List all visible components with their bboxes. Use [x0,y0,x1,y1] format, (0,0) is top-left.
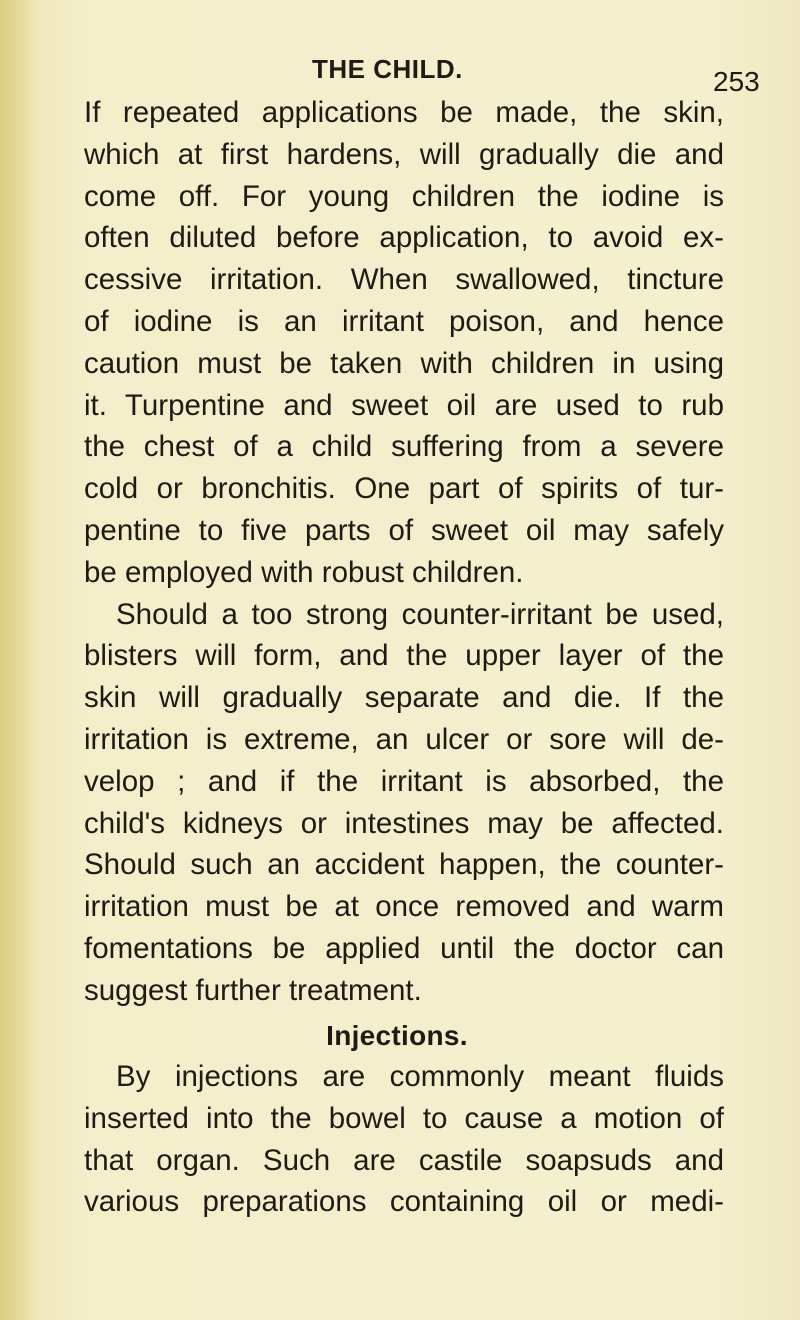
text-line: be employed with robust children. [84,555,524,589]
text-line: blisters will form, and the upper layer of the [84,639,724,673]
text-line: inserted into the bowel to cause a motion of [84,1101,724,1135]
page-number: 253 [713,66,760,97]
text-line: velop ; and if the irritant is absorbed, the [84,764,724,798]
text-line: skin will gradually separate and die. If the [84,681,724,715]
text-line: By injections are commonly meant fluids [116,1060,724,1093]
page-header [0,48,800,97]
text-line: irritation is extreme, an ulcer or sore will de- [84,722,724,756]
text-line: Should such an accident happen, the counter- [84,848,724,882]
text-line: pentine to five parts of sweet oil may safely [84,513,724,547]
paragraph-2 [84,594,724,1012]
text-line: If repeated applications be made, the skin, [84,96,724,129]
page-gutter-shadow [0,0,38,1320]
text-line: which at first hardens, will gradually die and [84,137,724,171]
paragraph-1 [84,92,724,594]
text-line: suggest further treatment. [84,973,422,1007]
paragraph-3 [84,1056,724,1223]
text-line: it. Turpentine and sweet oil are used to rub [84,388,724,422]
running-head: THE CHILD. [312,54,463,84]
text-line: fomentations be applied until the doctor can [84,931,724,965]
section-heading-text: Injections. [326,1020,468,1051]
text-line: cold or bronchitis. One part of spirits of tur- [84,472,724,506]
text-line: Should a too strong counter-irritant be used, [116,597,724,631]
text-line: child's kidneys or intestines may be affected. [84,806,724,840]
text-line: irritation must be at once removed and warm [84,890,724,924]
text-line: of iodine is an irritant poison, and hence [84,304,724,338]
text-line: caution must be taken with children in using [84,346,724,380]
text-line: often diluted before application, to avoid ex- [84,221,724,255]
text-line: the chest of a child suffering from a severe [84,430,724,464]
text-line: cessive irritation. When swallowed, tincture [84,263,724,297]
text-line: come off. For young children the iodine is [84,179,724,213]
main-text [84,92,724,1012]
section-heading [0,1020,800,1052]
text-line: various preparations containing oil or medi- [84,1185,724,1219]
section-text [84,1056,724,1223]
text-line: that organ. Such are castile soapsuds and [84,1143,724,1177]
